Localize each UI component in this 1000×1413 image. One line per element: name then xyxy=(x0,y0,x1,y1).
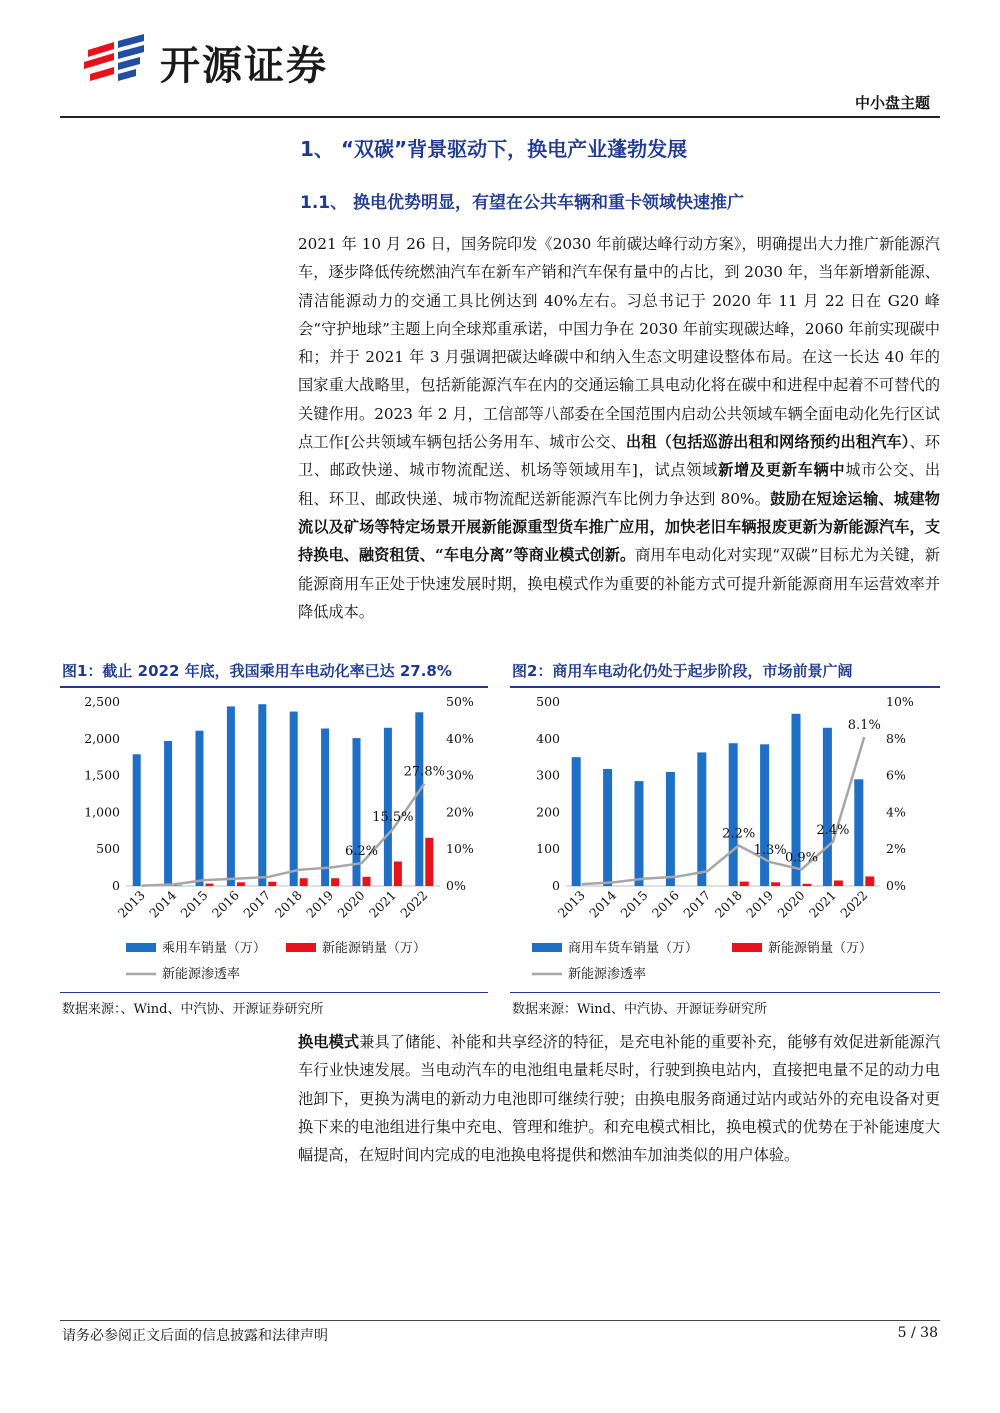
bar-nev-sales xyxy=(425,838,433,886)
x-tick-label: 2020 xyxy=(334,887,368,921)
penetration-data-label: 15.5% xyxy=(372,809,414,825)
logo-text: 开源证券 xyxy=(160,42,328,89)
bar-nev-sales xyxy=(206,884,214,886)
penetration-data-label: 2.4% xyxy=(816,822,850,838)
penetration-data-label: 0.9% xyxy=(784,850,819,866)
legend-label-total: 乘用车销量（万） xyxy=(162,941,267,956)
x-tick-label: 2015 xyxy=(177,887,211,921)
bar-total-sales xyxy=(196,731,204,886)
paragraph-bold-text: 出租（包括巡游出租和网络预约出租汽车） xyxy=(625,433,910,452)
figure2-title: 图2：商用车电动化仍处于起步阶段，市场前景广阔 xyxy=(512,662,853,680)
y-left-tick-label: 0 xyxy=(552,878,560,893)
legend-label-total: 商用车货车销量（万） xyxy=(568,941,699,956)
legend-swatch-total xyxy=(126,943,156,952)
x-tick-label: 2021 xyxy=(365,887,400,921)
y-right-tick-label: 20% xyxy=(446,804,474,820)
y-right-tick-label: 50% xyxy=(446,694,474,709)
y-left-tick-label: 400 xyxy=(536,730,560,746)
y-left-tick-label: 1,000 xyxy=(84,804,120,820)
bar-total-sales xyxy=(823,728,832,886)
page-header xyxy=(60,22,940,118)
x-tick-label: 2013 xyxy=(114,887,148,921)
y-left-tick-label: 500 xyxy=(96,841,120,857)
x-tick-label: 2015 xyxy=(617,887,651,921)
legend-label-rate: 新能源渗透率 xyxy=(162,967,241,982)
x-tick-label: 2018 xyxy=(271,887,305,921)
paragraph-text: 、环卫、邮政快递、城市物流配送、机场等领域用车]，试点领域 xyxy=(298,433,940,480)
legend-label-nev: 新能源销量（万） xyxy=(768,941,873,956)
bar-nev-sales xyxy=(237,882,245,886)
bar-nev-sales xyxy=(300,878,308,886)
x-tick-label: 2022 xyxy=(397,887,431,921)
bar-total-sales xyxy=(572,757,581,886)
line-penetration-rate xyxy=(142,784,425,886)
paragraph-bold-text: 鼓励在短途运输、城建物流以及矿场等特定场景开展新能源重型货车推广应用，加快老旧车辆报废更新为新能源汽车，支持换电、融资租赁、“车电分离”等商业模式创新。 xyxy=(298,489,940,565)
bar-total-sales xyxy=(697,752,706,886)
legend-label-rate: 新能源渗透率 xyxy=(568,967,647,982)
legend-swatch-nev xyxy=(286,943,316,952)
y-left-tick-label: 2,000 xyxy=(84,730,120,746)
bar-total-sales xyxy=(666,772,675,886)
penetration-data-label: 1.3% xyxy=(753,843,787,859)
y-right-tick-label: 10% xyxy=(446,841,474,857)
x-tick-label: 2022 xyxy=(837,887,871,921)
y-right-tick-label: 2% xyxy=(886,841,906,857)
bar-nev-sales xyxy=(331,878,339,886)
paragraph-text: 城市公交、出租、环卫、邮政快递、城市物流配送新能源汽车比例力争达到 80%。 xyxy=(298,461,941,508)
body-paragraph-1 xyxy=(298,230,940,626)
logo-mark-icon xyxy=(80,32,150,92)
figure1-top-rule xyxy=(60,686,488,688)
y-left-tick-label: 100 xyxy=(536,841,560,857)
figure2-source: 数据来源：Wind、中汽协、开源证券研究所 xyxy=(512,1002,767,1017)
section-heading: 1、 “双碳”背景驱动下，换电产业蓬勃发展 xyxy=(300,137,688,161)
subsection-heading: 1.1、 换电优势明显，有望在公共车辆和重卡领域快速推广 xyxy=(300,193,745,213)
paragraph-bold-text: 换电模式 xyxy=(298,1033,360,1051)
bar-total-sales xyxy=(133,754,141,886)
bar-total-sales xyxy=(760,744,769,886)
bar-total-sales xyxy=(729,743,738,886)
y-left-tick-label: 0 xyxy=(112,878,120,893)
footer-divider xyxy=(60,1320,940,1321)
bar-total-sales xyxy=(384,728,392,886)
penetration-data-label: 6.2% xyxy=(344,844,379,860)
penetration-data-label: 2.2% xyxy=(722,826,756,842)
x-tick-label: 2020 xyxy=(774,887,808,921)
figure1-chart xyxy=(60,690,490,990)
x-tick-label: 2013 xyxy=(554,887,588,921)
x-tick-label: 2014 xyxy=(586,887,620,921)
y-left-tick-label: 1,500 xyxy=(84,767,120,783)
bar-nev-sales xyxy=(834,880,843,886)
x-tick-label: 2021 xyxy=(805,887,840,921)
figure1-source: 数据来源：、Wind、中汽协、开源证券研究所 xyxy=(62,1002,324,1017)
x-tick-label: 2017 xyxy=(680,887,714,921)
y-left-tick-label: 500 xyxy=(536,694,560,709)
bar-total-sales xyxy=(227,706,235,886)
bar-nev-sales xyxy=(268,882,276,886)
bar-total-sales xyxy=(164,741,172,886)
figure2-chart xyxy=(510,690,940,990)
bar-nev-sales xyxy=(394,861,402,886)
footer-disclaimer: 请务必参阅正文后面的信息披露和法律声明 xyxy=(62,1328,328,1344)
figure2-bottom-rule xyxy=(510,992,940,993)
bar-total-sales xyxy=(603,769,612,886)
figure2-top-rule xyxy=(510,686,940,688)
y-left-tick-label: 200 xyxy=(536,804,560,820)
y-right-tick-label: 0% xyxy=(886,878,906,893)
legend-swatch-total xyxy=(532,943,562,952)
y-right-tick-label: 30% xyxy=(446,767,474,783)
page-number: 5 / 38 xyxy=(897,1325,938,1341)
x-tick-label: 2016 xyxy=(208,887,243,921)
header-divider xyxy=(60,116,940,118)
x-tick-label: 2016 xyxy=(648,887,683,921)
company-logo xyxy=(80,32,328,92)
paragraph-bold-text: 新增及更新车辆中 xyxy=(718,461,846,480)
bar-nev-sales xyxy=(865,876,874,886)
bar-total-sales xyxy=(258,704,266,886)
bar-total-sales xyxy=(635,781,644,886)
y-right-tick-label: 0% xyxy=(446,878,466,893)
paragraph-text: 商用车电动化对实现“双碳”目标尤为关键，新能源商用车正处于快速发展时期，换电模式作为重要的补能方式可提升新能源商用车运营效率并降低成本。 xyxy=(298,546,940,621)
x-tick-label: 2018 xyxy=(711,887,745,921)
paragraph-text: 兼具了储能、补能和共享经济的特征，是充电补能的重要补充，能够有效促进新能源汽车行业快速发展。当电动汽车的电池组电量耗尽时，行驶到换电站内，直接把电量不足的动力电池卸下，更换为满电的新动力电池即可继续行驶；由换电服务商通过站内或站外的充电设备对更换下来的电池组进行集中充电、管理和维护。和充电模式相比，换电模式的优势在于补能速度大幅提高，在短时间内完成的电池换电将提供和燃油车加油类似的用户体验。 xyxy=(298,1033,941,1165)
y-right-tick-label: 10% xyxy=(886,694,914,709)
bar-total-sales xyxy=(321,728,329,886)
bar-total-sales xyxy=(290,712,298,886)
y-left-tick-label: 2,500 xyxy=(84,694,120,709)
bar-nev-sales xyxy=(363,877,371,886)
figure1-title: 图1：截止 2022 年底，我国乘用车电动化率已达 27.8% xyxy=(62,662,452,680)
x-tick-label: 2017 xyxy=(240,887,274,921)
x-tick-label: 2019 xyxy=(743,887,777,921)
body-paragraph-2 xyxy=(298,1028,940,1169)
penetration-data-label: 27.8% xyxy=(403,764,445,780)
figure1-bottom-rule xyxy=(60,992,488,993)
line-penetration-rate xyxy=(582,737,865,884)
y-right-tick-label: 8% xyxy=(886,730,906,746)
legend-swatch-nev xyxy=(732,943,762,952)
y-right-tick-label: 40% xyxy=(446,730,474,746)
y-right-tick-label: 4% xyxy=(886,804,906,820)
x-tick-label: 2019 xyxy=(303,887,337,921)
report-category: 中小盘主题 xyxy=(854,94,930,112)
bar-nev-sales xyxy=(174,885,182,886)
penetration-data-label: 8.1% xyxy=(847,717,881,733)
bar-total-sales xyxy=(854,779,863,886)
x-tick-label: 2014 xyxy=(146,887,180,921)
paragraph-text: 2021 年 10 月 26 日，国务院印发《2030 年前碳达峰行动方案》，明确提出大力推广新能源汽车，逐步降低传统燃油汽车在新车产销和汽车保有量中的占比，到 2030 年，当年新增新能源、清洁能源动力的交通工具比例达到 40%左右。习总书记于 2020 年 11 月 22 日在 G20 峰会“守护地球”主题上向全球郑重承诺，中国力争在 2030 年前实现碳达峰，2060 年前实现碳中和；并于 2021 年 3 月强调把碳达峰碳中和纳入生态文明建设整体布局。在这一长达 40 年的国家重大战略里，包括新能源汽车在内的交通运输工具电动化将在碳中和进程中起着不可替代的关键作用。2023 年 2 月，工信部等八部委在全国范围内启动公共领域车辆全面电动化先行区试点工作[公共领域车辆包括公务用车、城市公交、 xyxy=(298,235,940,452)
bar-nev-sales xyxy=(803,884,812,886)
bar-nev-sales xyxy=(740,882,749,886)
bar-nev-sales xyxy=(771,882,780,886)
legend-label-nev: 新能源销量（万） xyxy=(322,941,427,956)
y-right-tick-label: 6% xyxy=(886,767,906,783)
bar-total-sales xyxy=(415,712,423,886)
y-left-tick-label: 300 xyxy=(536,767,560,783)
